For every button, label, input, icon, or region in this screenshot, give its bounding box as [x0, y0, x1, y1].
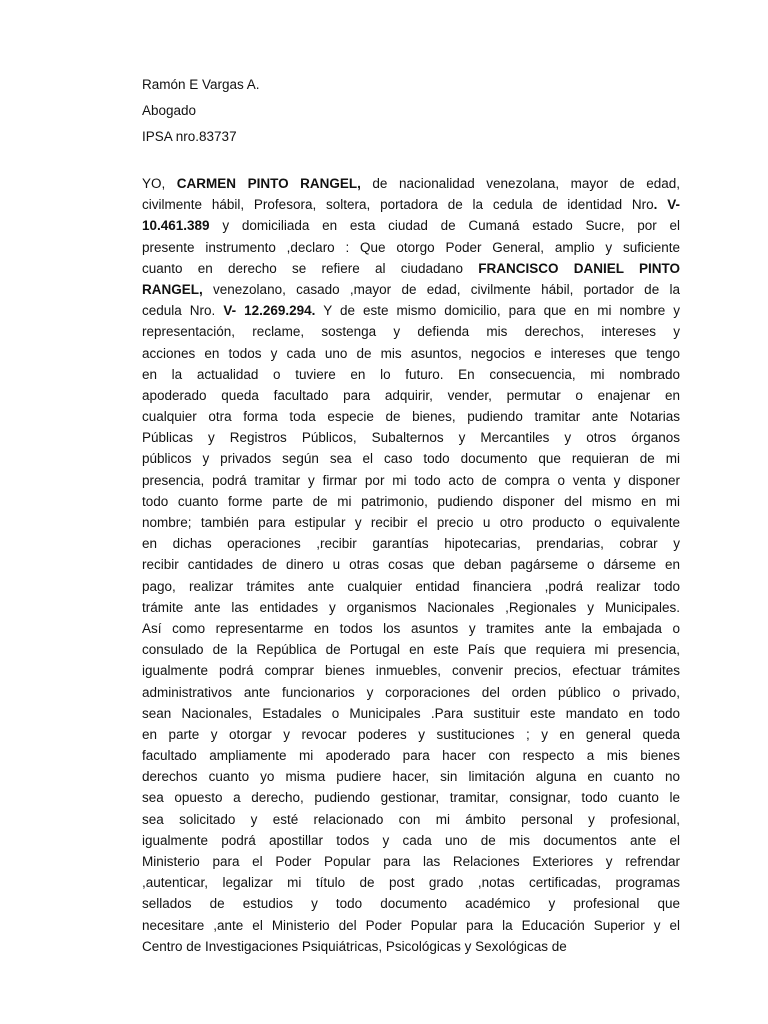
body-text-run: consulado de la República de Portugal en este País que requiera mi presencia,: [142, 642, 680, 658]
body-line: [142, 703, 680, 724]
body-text-run: y domiciliada en esta ciudad de Cumaná estado Sucre, por el: [209, 218, 680, 234]
attorney-name: Ramón E Vargas A.: [142, 77, 260, 92]
body-line: [142, 639, 680, 660]
body-text-run: civilmente hábil, Profesora, soltera, portadora de la cedula de identidad Nro: [142, 197, 654, 213]
body-text-run: todo cuanto forme parte de mi patrimonio, pudiendo disponer del mismo en mi: [142, 493, 680, 509]
body-text-run: presencia, podrá tramitar y firmar por mi todo acto de compra o venta y disponer: [142, 472, 680, 488]
body-text-run: Y de este mismo domicilio, para que en mi nombre y: [315, 303, 680, 319]
body-line: [142, 809, 680, 830]
body-text-run: derechos cuanto yo misma pudiere hacer, sin limitación alguna en cuanto no: [142, 769, 680, 785]
body-line: [142, 470, 680, 491]
body-text-run: ,autenticar, legalizar mi título de post grado ,notas certificadas, programas: [142, 875, 680, 891]
body-text-run: administrativos ante funcionarios y corporaciones del orden público o privado,: [142, 684, 680, 700]
body-line: [142, 533, 680, 554]
body-line: [142, 364, 680, 385]
body-line: [142, 448, 680, 469]
body-line: [142, 237, 680, 258]
body-text-run: Públicas y Registros Públicos, Subalternos y Mercantiles y otros órganos: [142, 430, 680, 446]
body-line: [142, 512, 680, 533]
body-text-run: Centro de Investigaciones Psiquiátricas, Psicológicas y Sexológicas de: [142, 938, 567, 954]
attorney-profession: Abogado: [142, 103, 197, 118]
body-text-run: sean Nacionales, Estadales o Municipales .Para sustituir este mandato en todo: [142, 705, 680, 721]
body-text-run: representación, reclame, sostenga y defienda mis derechos, intereses y: [142, 324, 680, 340]
bold-text: V- 12.269.294.: [223, 303, 316, 319]
ipsa-number: IPSA nro.83737: [142, 129, 237, 144]
body-text-run: venezolano, casado ,mayor de edad, civilmente hábil, portador de la: [202, 281, 680, 297]
body-text-run: sea opuesto a derecho, pudiendo gestionar, tramitar, consignar, todo cuanto le: [142, 790, 680, 806]
body-line: [142, 427, 680, 448]
body-text-run: igualmente podrá comprar bienes inmuebles, convenir precios, efectuar trámites: [142, 663, 680, 679]
body-text-run: presente instrumento ,declaro : Que otorgo Poder General, amplio y suficiente: [142, 239, 680, 255]
body-text-run: Así como representarme en todos los asuntos y tramites ante la embajada o: [142, 620, 680, 636]
bold-text: . V-: [653, 197, 680, 213]
bold-text: 10.461.389: [142, 218, 210, 234]
body-line: [142, 682, 680, 703]
body-line: [142, 173, 680, 194]
body-line: [142, 194, 680, 215]
body-line: [142, 851, 680, 872]
bold-text: FRANCISCO DANIEL PINTO: [478, 260, 680, 276]
power-of-attorney-body: [142, 173, 680, 957]
body-line: [142, 618, 680, 639]
body-line: [142, 893, 680, 914]
body-text-run: Ministerio para el Poder Popular para las Relaciones Exteriores y refrendar: [142, 854, 680, 869]
body-text-run: públicos y privados según sea el caso todo documento que requieran de mi: [142, 451, 680, 467]
body-text-run: YO,: [142, 176, 177, 191]
body-line: [142, 554, 680, 575]
body-text-run: sea solicitado y esté relacionado con mi ámbito personal y profesional,: [142, 811, 680, 827]
body-line: [142, 321, 680, 342]
body-line: [142, 385, 680, 406]
body-line: [142, 491, 680, 512]
body-text-run: apoderado queda facultado para adquirir, vender, permutar o enajenar en: [142, 387, 680, 403]
body-text-run: cualquier otra forma toda especie de bienes, pudiendo tramitar ante Notarias: [142, 409, 680, 425]
body-text-run: facultado ampliamente mi apoderado para hacer con respecto a mis bienes: [142, 748, 680, 764]
body-text-run: nombre; también para estipular y recibir el precio u otro producto o equivalente: [142, 515, 680, 530]
body-line: [142, 300, 680, 321]
body-line: [142, 576, 680, 597]
body-text-run: cedula Nro.: [142, 303, 224, 319]
body-line: [142, 406, 680, 427]
body-line: [142, 660, 680, 681]
body-line: [142, 766, 680, 787]
body-line: [142, 279, 680, 300]
body-line: [142, 258, 680, 279]
body-line: [142, 787, 680, 808]
body-line: [142, 830, 680, 851]
body-line: [142, 745, 680, 766]
body-text-run: recibir cantidades de dinero u otras cosas que deban pagárseme o dárseme en: [142, 557, 680, 573]
letterhead: [142, 72, 260, 150]
body-line: [142, 724, 680, 745]
body-line: [142, 597, 680, 618]
body-line: [142, 343, 680, 364]
body-text-run: en la actualidad o tuviere en lo futuro. En consecuencia, mi nombrado: [142, 366, 680, 382]
body-text-run: de nacionalidad venezolana, mayor de edad,: [360, 176, 680, 191]
body-line: [142, 872, 680, 893]
body-text-run: trámite ante las entidades y organismos Nacionales ,Regionales y Municipales.: [142, 599, 680, 615]
body-text-run: en dichas operaciones ,recibir garantías hipotecarias, prendarias, cobrar y: [142, 536, 680, 552]
body-line: [142, 936, 680, 957]
body-text-run: necesitare ,ante el Ministerio del Poder Popular para la Educación Superior y el: [142, 917, 680, 933]
bold-text: RANGEL,: [142, 281, 203, 297]
body-text-run: cuanto en derecho se refiere al ciudadano: [142, 260, 479, 276]
body-line: [142, 915, 680, 936]
body-text-run: sellados de estudios y todo documento académico y profesional que: [142, 896, 680, 912]
bold-text: CARMEN PINTO RANGEL,: [176, 176, 361, 191]
body-line: [142, 215, 680, 236]
body-text-run: acciones en todos y cada uno de mis asuntos, negocios e intereses que tengo: [142, 345, 680, 361]
body-text-run: pago, realizar trámites ante cualquier entidad financiera ,podrá realizar todo: [142, 578, 680, 594]
body-text-run: en parte y otorgar y revocar poderes y sustituciones ; y en general queda: [142, 726, 680, 742]
body-text-run: igualmente podrá apostillar todos y cada uno de mis documentos ante el: [142, 832, 680, 848]
